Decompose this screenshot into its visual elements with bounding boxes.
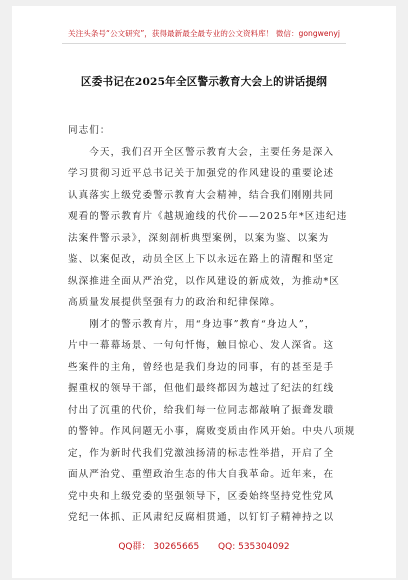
body-line: 今天，我们召开全区警示教育大会，主要任务是深入 [68,146,335,158]
body-line: 片中一幕幕场景、一句句忏悔，触目惊心、发人深省。这 [68,340,335,351]
body-line: 学习贯彻习近平总书记关于加强党的作风建设的重要论述 [68,168,335,179]
footer-qq-group: QQ群： 30265665 [118,542,200,552]
document-body [68,120,358,529]
body-line: 面从严治党、重塑政治生态的伟大自我革命。近年来，在 [68,469,335,480]
body-line: 鉴、以案促改，动员全区上下以永远在路上的清醒和坚定 [68,254,335,265]
footer-contact [12,539,396,552]
body-line: 的警钟。作风问题无小事，腐败变质由作风开始。中央八项规 [68,426,356,437]
body-line: 定，作为新时代我们党激浊扬清的标志性举措，开启了全 [68,447,335,459]
body-line: 党纪一体抓、正风肃纪反腐相贯通，以钉钉子精神持之以 [68,512,335,523]
body-line: 高质量发展提供坚强有力的政治和纪律保障。 [68,297,281,308]
body-line: 付出了沉重的代价，给我们每一位同志都敲响了振聋发聩 [68,404,335,416]
document-page [12,6,396,578]
body-line: 同志们： [68,125,111,136]
body-line: 法案件警示录》，深刻剖析典型案例，以案为鉴、以案为 [68,232,330,244]
header-promo-note: 关注头条号“公文研究”，获得最新最全最专业的公文资料库！ 微信：gongwenyj [68,29,340,38]
body-line: 刚才的警示教育片，用“身边事”教育“身边人”， [68,318,316,330]
document-title: 区委书记在2025年全区警示教育大会上的讲话提纲 [80,76,328,88]
body-line: 观看的警示教育片《越规逾线的代价——2025年*区违纪违 [68,211,348,222]
body-line: 纵深推进全面从严治党，以作风建设的新成效，为推动*区 [68,275,340,287]
header-divider [62,43,346,44]
body-line: 党中央和上级党委的坚强领导下，区委始终坚持党性党风 [68,490,335,502]
footer-qq-number: QQ: 535304092 [218,542,290,552]
body-line: 认真落实上级党委警示教育大会精神，结合我们刚刚共同 [68,189,335,201]
body-line: 握重权的领导干部，但他们最终都因为越过了纪法的红线 [68,383,335,394]
body-line: 些案件的主角，曾经也是我们身边的同事，有的甚至是手 [68,361,335,373]
